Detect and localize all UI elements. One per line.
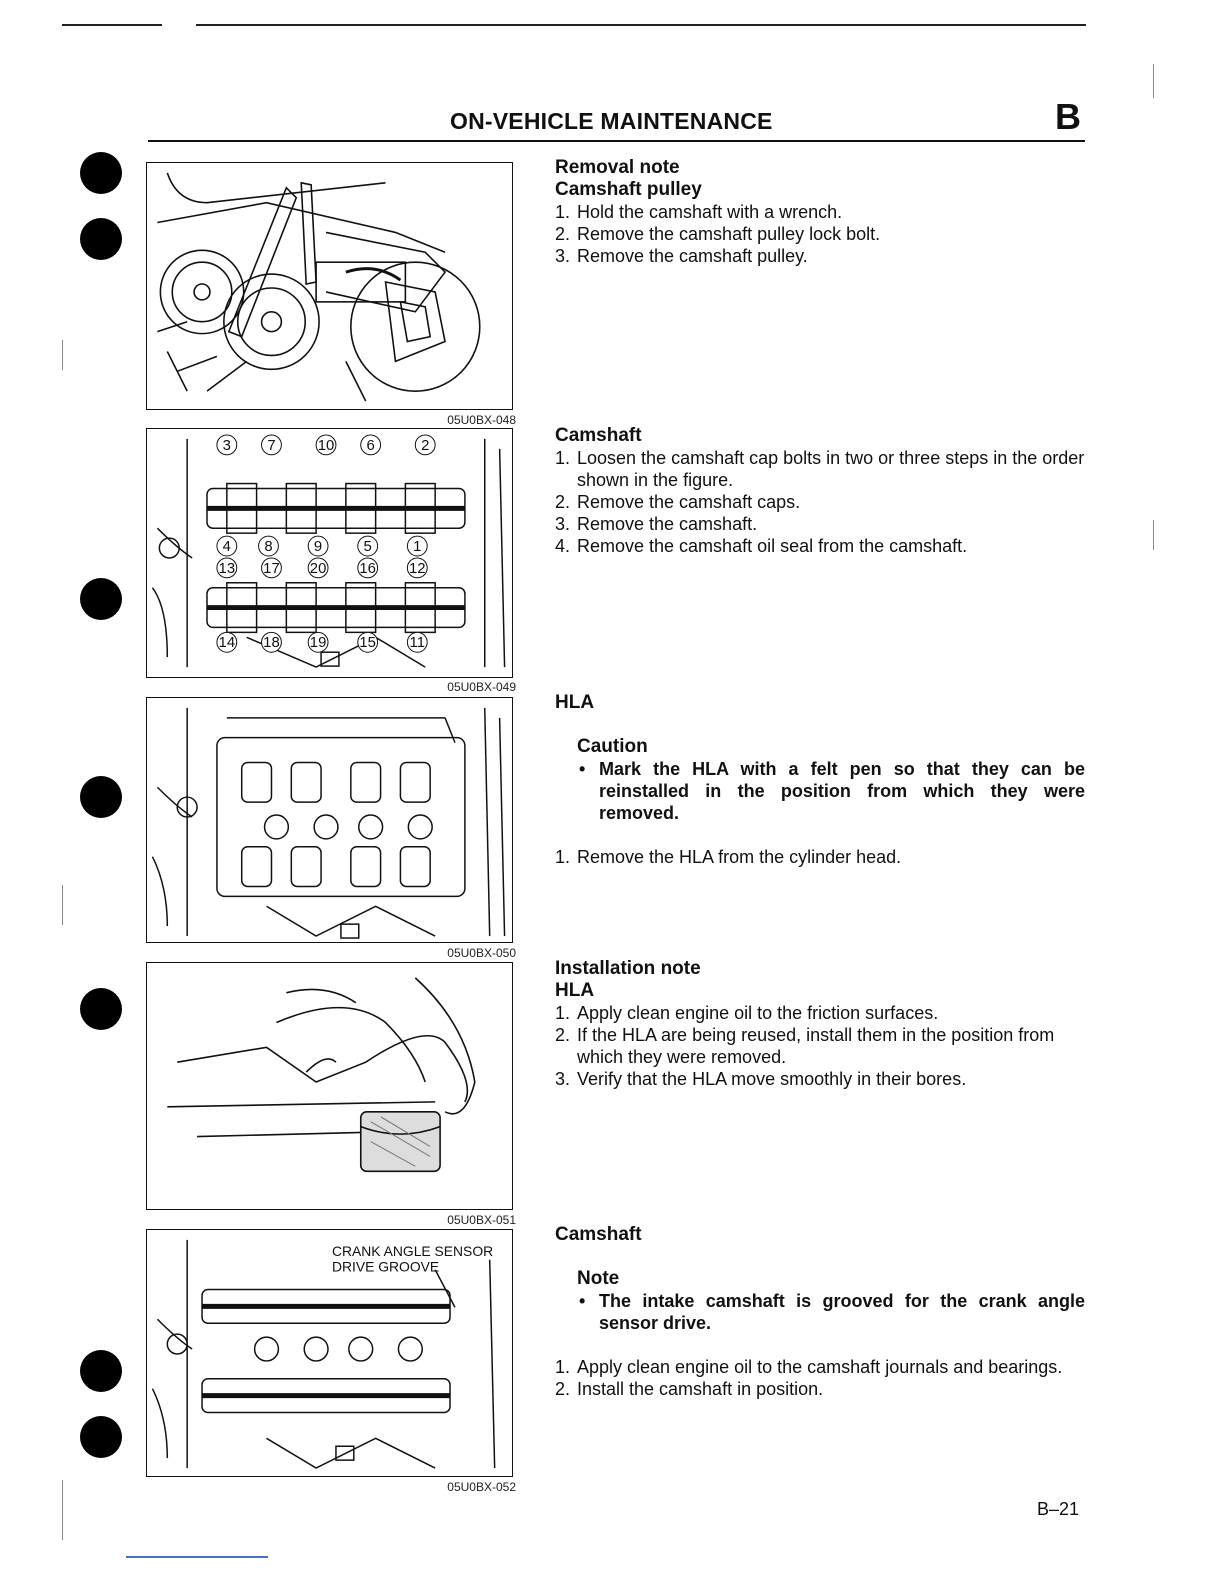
list-item: 2. Remove the camshaft caps. <box>555 492 801 512</box>
binder-hole-6 <box>80 1350 122 1392</box>
svg-text:9: 9 <box>313 539 323 556</box>
bottom-link-underline <box>126 1556 268 1558</box>
margin-mark <box>1153 520 1154 550</box>
svg-text:18: 18 <box>263 635 280 652</box>
note-text: • The intake camshaft is grooved for the crank angle sensor drive. <box>577 1290 1085 1334</box>
camshaft-install-heading: Camshaft <box>555 1224 642 1245</box>
margin-mark <box>62 885 63 925</box>
figure-camshaft-pulley <box>146 162 513 410</box>
bolt-number-marker <box>407 632 427 652</box>
binder-hole-7 <box>80 1416 122 1458</box>
margin-mark <box>1153 64 1154 98</box>
installation-hla-heading: HLA <box>555 980 595 1001</box>
svg-text:12: 12 <box>409 560 426 577</box>
svg-text:19: 19 <box>309 635 327 652</box>
hla-removal-steps <box>555 846 1085 868</box>
caution-text: • Mark the HLA with a felt pen so that they can be reinstalled in the position from which they were removed. <box>577 758 1085 824</box>
bolt-number-marker <box>262 435 282 455</box>
binder-hole-2 <box>80 218 122 260</box>
svg-text:3: 3 <box>222 437 231 454</box>
camshaft-pulley-steps <box>555 201 1085 267</box>
hla-cylinder-head-illustration <box>147 698 512 942</box>
margin-mark <box>62 1480 63 1540</box>
section-camshaft-removal <box>555 425 1085 557</box>
crank-angle-sensor-label: CRANK ANGLE SENSOR <box>331 1242 494 1259</box>
svg-text:5: 5 <box>363 539 372 556</box>
svg-text:10: 10 <box>317 437 335 454</box>
page-title: ON-VEHICLE MAINTENANCE <box>450 108 773 134</box>
figure-hla-cylinder-head <box>146 697 513 943</box>
bolt-number-marker <box>316 435 336 455</box>
svg-text:4: 4 <box>222 539 231 556</box>
note-title: Note <box>577 1268 620 1289</box>
bolt-number-marker <box>358 632 378 652</box>
svg-text:1: 1 <box>413 539 422 556</box>
list-item: 2. If the HLA are being reused, install them in the position from which they were removed. <box>555 1025 1055 1067</box>
binder-hole-3 <box>80 578 122 620</box>
figure-bolt-loosening-order <box>146 428 513 678</box>
page-number: B–21 <box>1037 1499 1080 1519</box>
bolt-number-marker <box>262 558 282 578</box>
list-item: 1. Loosen the camshaft cap bolts in two or three steps in the order shown in the figure. <box>555 448 1085 490</box>
camshaft-pulley-heading: Camshaft pulley <box>555 179 702 200</box>
section-letter: B <box>1055 96 1081 137</box>
camshaft-pulley-illustration <box>147 163 512 409</box>
bolt-number-marker <box>308 632 328 652</box>
removal-note-heading: Removal note <box>555 157 680 178</box>
bolt-number-marker <box>217 632 237 652</box>
bolt-number-marker <box>308 558 328 578</box>
figure-camshaft-installation <box>146 1229 513 1477</box>
list-item: 1. Apply clean engine oil to the camshaft journals and bearings. <box>555 1357 1063 1377</box>
camshaft-removal-heading: Camshaft <box>555 425 642 446</box>
list-item: 1. Remove the HLA from the cylinder head. <box>555 847 902 867</box>
figure-code-5: 05U0BX-052 <box>447 1480 516 1494</box>
margin-mark <box>62 340 63 370</box>
top-rule-short <box>62 24 162 26</box>
installation-hla-steps <box>555 1002 1085 1090</box>
svg-text:17: 17 <box>263 560 280 577</box>
list-item: 1. Hold the camshaft with a wrench. <box>555 202 843 222</box>
figure-code-1: 05U0BX-048 <box>447 413 516 427</box>
svg-text:2: 2 <box>421 437 430 454</box>
hla-oiling-illustration <box>147 963 512 1209</box>
bolt-number-marker <box>407 558 427 578</box>
svg-text:13: 13 <box>218 560 236 577</box>
svg-text:8: 8 <box>264 539 273 556</box>
bolt-number-marker <box>217 435 237 455</box>
list-item: 2. Install the camshaft in position. <box>555 1379 824 1399</box>
list-item: 3. Remove the camshaft pulley. <box>555 246 808 266</box>
list-item: 3. Remove the camshaft. <box>555 514 758 534</box>
svg-text:16: 16 <box>359 560 376 577</box>
binder-hole-4 <box>80 776 122 818</box>
camshaft-removal-steps <box>555 447 1085 557</box>
section-camshaft-installation <box>555 1224 1085 1400</box>
section-removal-note <box>555 157 1085 267</box>
list-item: 4. Remove the camshaft oil seal from the camshaft. <box>555 536 968 556</box>
camshaft-installation-illustration <box>147 1230 512 1476</box>
list-item: 3. Verify that the HLA move smoothly in their bores. <box>555 1069 967 1089</box>
svg-text:7: 7 <box>267 437 276 454</box>
bolt-number-marker <box>217 536 237 556</box>
bolt-number-marker <box>361 435 381 455</box>
note-box <box>577 1268 1085 1334</box>
bolt-number-marker <box>308 536 328 556</box>
binder-hole-1 <box>80 152 122 194</box>
figure-code-3: 05U0BX-050 <box>447 946 516 960</box>
header-rule <box>148 140 1085 142</box>
bolt-number-marker <box>407 536 427 556</box>
drive-groove-label: DRIVE GROOVE <box>331 1258 440 1275</box>
hla-heading: HLA <box>555 692 595 713</box>
list-item: 2. Remove the camshaft pulley lock bolt. <box>555 224 881 244</box>
bolt-number-marker <box>358 536 378 556</box>
section-installation-note <box>555 958 1085 1090</box>
section-hla-removal <box>555 692 1085 868</box>
caution-box <box>577 736 1085 824</box>
caution-title: Caution <box>577 736 648 757</box>
svg-text:15: 15 <box>359 635 376 652</box>
svg-text:14: 14 <box>218 635 236 652</box>
figure-code-2: 05U0BX-049 <box>447 680 516 694</box>
svg-text:6: 6 <box>366 437 375 454</box>
svg-text:20: 20 <box>309 560 327 577</box>
list-item: 1. Apply clean engine oil to the friction surfaces. <box>555 1003 939 1023</box>
bolt-number-marker <box>358 558 378 578</box>
binder-hole-5 <box>80 988 122 1030</box>
figure-hla-oiling <box>146 962 513 1210</box>
installation-note-heading: Installation note <box>555 958 701 979</box>
bolt-number-marker <box>217 558 237 578</box>
bolt-number-marker <box>415 435 435 455</box>
camshaft-install-steps <box>555 1356 1085 1400</box>
bolt-number-marker <box>259 536 279 556</box>
figure-code-4: 05U0BX-051 <box>447 1213 516 1227</box>
bolt-order-illustration <box>147 429 512 677</box>
bolt-number-marker <box>262 632 282 652</box>
top-rule-long <box>196 24 1086 26</box>
svg-text:11: 11 <box>409 635 426 652</box>
